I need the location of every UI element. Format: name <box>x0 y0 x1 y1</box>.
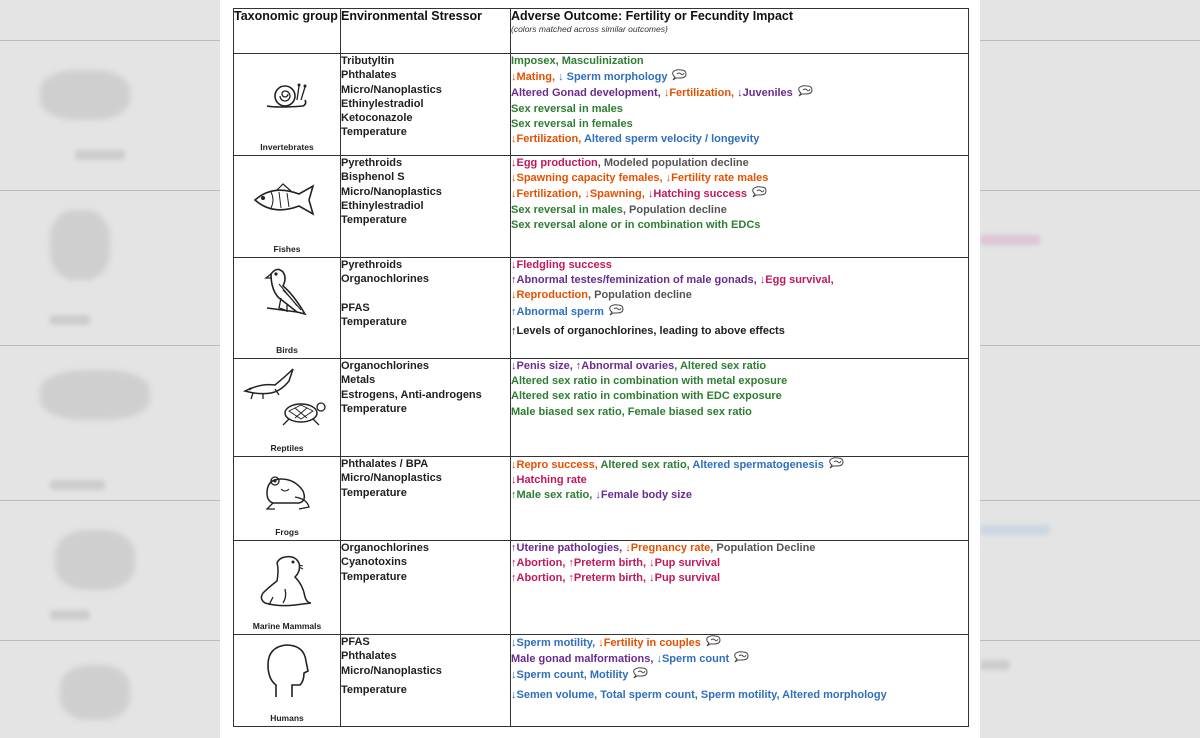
stressor-item: Temperature <box>341 683 407 696</box>
outcome-line <box>511 304 968 320</box>
outcome-text: ↑Abnormal testes/feminization of male gonads, <box>511 274 760 287</box>
outcome-text: ↓Female body size <box>595 489 692 502</box>
sperm-bubble-icon <box>670 69 688 82</box>
table-row <box>234 635 969 727</box>
outcome-text: ↑Male sex ratio, <box>511 489 596 502</box>
outcome-text: ↓ Sperm morphology <box>558 71 668 84</box>
outcome-text: Male gonad malformations, <box>511 653 657 666</box>
stressor-item: Micro/Nanoplastics <box>341 664 442 677</box>
outcome-text: Altered sex ratio, <box>600 459 693 471</box>
stressor-item: Organochlorines <box>341 273 430 286</box>
outcome-text: , Modeled population decline <box>597 157 749 169</box>
outcome-text: ↓Penis size, ↑Abnormal ovaries <box>511 360 675 372</box>
outcome-line <box>511 132 968 147</box>
outcome-text: Altered sperm velocity / longevity <box>583 133 760 146</box>
outcome-line <box>511 69 968 85</box>
outcome-line <box>511 651 968 667</box>
stressor-list <box>341 156 511 258</box>
outcome-line <box>511 556 968 571</box>
stressor-item: Phthalates / BPA <box>341 458 429 470</box>
stressor-item: Temperature <box>341 315 407 328</box>
outcome-line <box>511 635 968 651</box>
seal-icon <box>255 551 319 609</box>
outcome-text: ↓Fertilization, <box>663 87 738 100</box>
stressor-item: Micro/Nanoplastics <box>341 472 442 485</box>
stressor-list <box>341 359 511 457</box>
outcome-list <box>511 258 969 359</box>
stressor-item: Micro/Nanoplastics <box>341 185 442 198</box>
outcome-text: Altered sex ratio in combination with EDC exposure <box>511 390 782 403</box>
taxon-cell-birds <box>234 258 341 359</box>
outcome-line <box>511 688 968 703</box>
stressor-list <box>341 54 511 156</box>
outcome-text: ↓Egg production <box>511 157 598 169</box>
stressor-item: Temperature <box>341 486 407 499</box>
stressor-item: Organochlorines <box>341 360 430 372</box>
outcome-list <box>511 54 969 156</box>
human-head-icon <box>264 641 310 703</box>
outcome-text: ↓Fertilization, ↓Spawning, <box>511 188 648 201</box>
outcome-line <box>511 541 968 556</box>
snail-icon <box>263 76 311 112</box>
outcome-text: ↓Reproduction <box>511 289 588 302</box>
outcome-text: ↓Mating, <box>511 71 559 84</box>
outcome-list <box>511 457 969 541</box>
table-row <box>234 54 969 156</box>
header-taxonomic-group: Taxonomic group <box>234 9 341 54</box>
outcome-text: Altered Gonad development, <box>511 87 664 100</box>
stressor-list <box>341 258 511 359</box>
outcome-list <box>511 359 969 457</box>
sperm-bubble-icon <box>607 304 625 317</box>
taxon-cell-frogs <box>234 457 341 541</box>
document-page <box>220 0 980 738</box>
outcome-line <box>511 457 968 473</box>
outcomes-table <box>233 8 969 727</box>
header-adverse-outcome-title: Adverse Outcome: Fertility or Fecundity Impact <box>511 9 794 23</box>
stressor-spacer <box>341 287 510 301</box>
outcome-line <box>511 203 968 218</box>
sperm-bubble-icon <box>631 667 649 680</box>
taxon-label: Birds <box>276 345 298 355</box>
sperm-bubble-icon <box>796 85 814 98</box>
table-row <box>234 258 969 359</box>
header-environmental-stressor: Environmental Stressor <box>341 9 511 54</box>
outcome-text: ↑Abortion, ↑Preterm birth, ↓Pup survival <box>511 557 721 570</box>
taxon-label: Humans <box>270 713 304 723</box>
outcome-text: ↓Sperm motility, <box>511 637 599 649</box>
stressor-item: Cyanotoxins <box>341 556 408 569</box>
outcome-text: Altered sex ratio in combination with metal exposure <box>511 375 788 388</box>
header-color-note: (colors matched across similar outcomes) <box>511 24 668 34</box>
outcome-line <box>511 389 968 404</box>
outcome-line <box>511 667 968 683</box>
stressor-item: Pyrethroids <box>341 157 403 169</box>
outcome-text: , Population decline <box>588 289 692 302</box>
outcome-text: Male biased sex ratio, Female biased sex ratio <box>511 405 752 418</box>
stressor-item: Phthalates <box>341 650 397 663</box>
outcome-text: Sex reversal in females <box>511 117 633 130</box>
blurred-background-left <box>0 0 220 738</box>
table-row <box>234 156 969 258</box>
outcome-text: Imposex, Masculinization <box>511 55 644 67</box>
outcome-line <box>511 218 968 233</box>
stressor-list <box>341 541 511 635</box>
outcome-line <box>511 54 968 69</box>
outcome-text: , Population Decline <box>710 542 816 554</box>
sperm-bubble-icon <box>750 186 768 199</box>
outcome-text: , Altered sex ratio <box>674 360 767 372</box>
table-row <box>234 541 969 635</box>
outcome-text: ↓Fertilization, <box>511 133 584 146</box>
outcome-text: ↓Hatching rate <box>511 474 587 487</box>
taxon-label: Marine Mammals <box>252 621 322 631</box>
outcome-text: Sex reversal in males <box>511 102 623 115</box>
outcome-text: Sex reversal in males <box>511 203 623 216</box>
table-row <box>234 359 969 457</box>
stressor-item: Ethinylestradiol <box>341 199 424 212</box>
stressor-list <box>341 635 511 727</box>
outcome-text: ↑Levels of organochlorines, leading to above effects <box>511 324 785 337</box>
sperm-bubble-icon <box>827 457 845 470</box>
stressor-item: Metals <box>341 374 376 387</box>
stressor-item: Organochlorines <box>341 542 430 554</box>
outcome-list <box>511 156 969 258</box>
outcome-line <box>511 405 968 420</box>
outcome-text: , Population decline <box>622 203 727 216</box>
sperm-bubble-icon <box>732 651 750 664</box>
taxon-label: Fishes <box>273 244 301 254</box>
stressor-item: Temperature <box>341 570 407 583</box>
taxon-cell-fishes <box>234 156 341 258</box>
bird-icon <box>257 264 317 326</box>
reptile-icon <box>241 363 333 429</box>
stressor-item: PFAS <box>341 301 370 314</box>
outcome-line <box>511 488 968 503</box>
stressor-item: Temperature <box>341 126 407 139</box>
outcome-text: Sex reversal alone or in combination with EDCs <box>511 218 761 231</box>
stressor-item: Ethinylestradiol <box>341 97 424 110</box>
taxon-cell-humans <box>234 635 341 727</box>
stressor-item: Micro/Nanoplastics <box>341 83 442 96</box>
outcome-line <box>511 258 968 273</box>
stressor-item: Temperature <box>341 402 407 415</box>
outcome-line <box>511 288 968 303</box>
outcome-line <box>511 374 968 389</box>
outcome-line <box>511 171 968 186</box>
outcome-line <box>511 473 968 488</box>
outcome-text: ↓Fledgling success <box>511 259 612 271</box>
outcome-line <box>511 156 968 171</box>
outcome-text: ↓Fertility in couples <box>598 637 701 649</box>
table-header-row <box>234 9 969 54</box>
stressor-item: Pyrethroids <box>341 259 403 271</box>
outcome-text: ↓Pregnancy rate <box>625 542 711 554</box>
outcome-line <box>511 186 968 202</box>
stressor-item: Phthalates <box>341 69 397 82</box>
frog-icon <box>259 469 315 513</box>
outcome-text: ↓Egg survival, <box>759 274 834 287</box>
taxon-cell-reptiles <box>234 359 341 457</box>
stressor-item: Estrogens, Anti-androgens <box>341 388 482 401</box>
outcome-line <box>511 324 968 339</box>
outcome-text: ↓Hatching success <box>647 188 747 201</box>
stressor-item: Bisphenol S <box>341 171 405 184</box>
fish-icon <box>249 180 325 220</box>
taxon-cell-marine-mammals <box>234 541 341 635</box>
outcome-list <box>511 541 969 635</box>
outcome-text: ↑Abortion, ↑Preterm birth, ↓Pup survival <box>511 572 721 585</box>
table-row <box>234 457 969 541</box>
outcome-line <box>511 85 968 101</box>
sperm-bubble-icon <box>704 635 722 648</box>
outcome-line <box>511 117 968 132</box>
taxon-label: Reptiles <box>270 443 304 453</box>
outcome-text: ↓Repro success, <box>511 459 601 471</box>
stressor-item: Temperature <box>341 214 407 227</box>
outcome-text: ↓Sperm count, Motility <box>511 669 629 682</box>
outcome-text: ↑Abnormal sperm <box>511 305 604 318</box>
outcome-text: ↓Semen volume, Total sperm count, Sperm motility, Altered morphology <box>511 688 887 701</box>
stressor-list <box>341 457 511 541</box>
outcome-text: Altered spermatogenesis <box>692 459 824 471</box>
taxon-cell-invertebrates <box>234 54 341 156</box>
stressor-item: Tributyltin <box>341 55 395 67</box>
outcome-list <box>511 635 969 727</box>
stressor-item: Ketoconazole <box>341 112 413 125</box>
taxon-label: Frogs <box>275 527 299 537</box>
outcome-line <box>511 359 968 374</box>
header-adverse-outcome <box>511 9 969 54</box>
outcome-text: ↓Spawning capacity females, ↓Fertility rate males <box>511 172 769 185</box>
taxon-label: Invertebrates <box>260 142 314 152</box>
outcome-text: ↑Uterine pathologies, <box>511 542 626 554</box>
stressor-item: PFAS <box>341 636 370 648</box>
blurred-background-right <box>980 0 1200 738</box>
outcome-line <box>511 102 968 117</box>
outcome-text: ↓Juveniles <box>737 87 793 100</box>
outcome-line <box>511 571 968 586</box>
outcome-text: ↓Sperm count <box>656 653 730 666</box>
outcome-line <box>511 273 968 288</box>
